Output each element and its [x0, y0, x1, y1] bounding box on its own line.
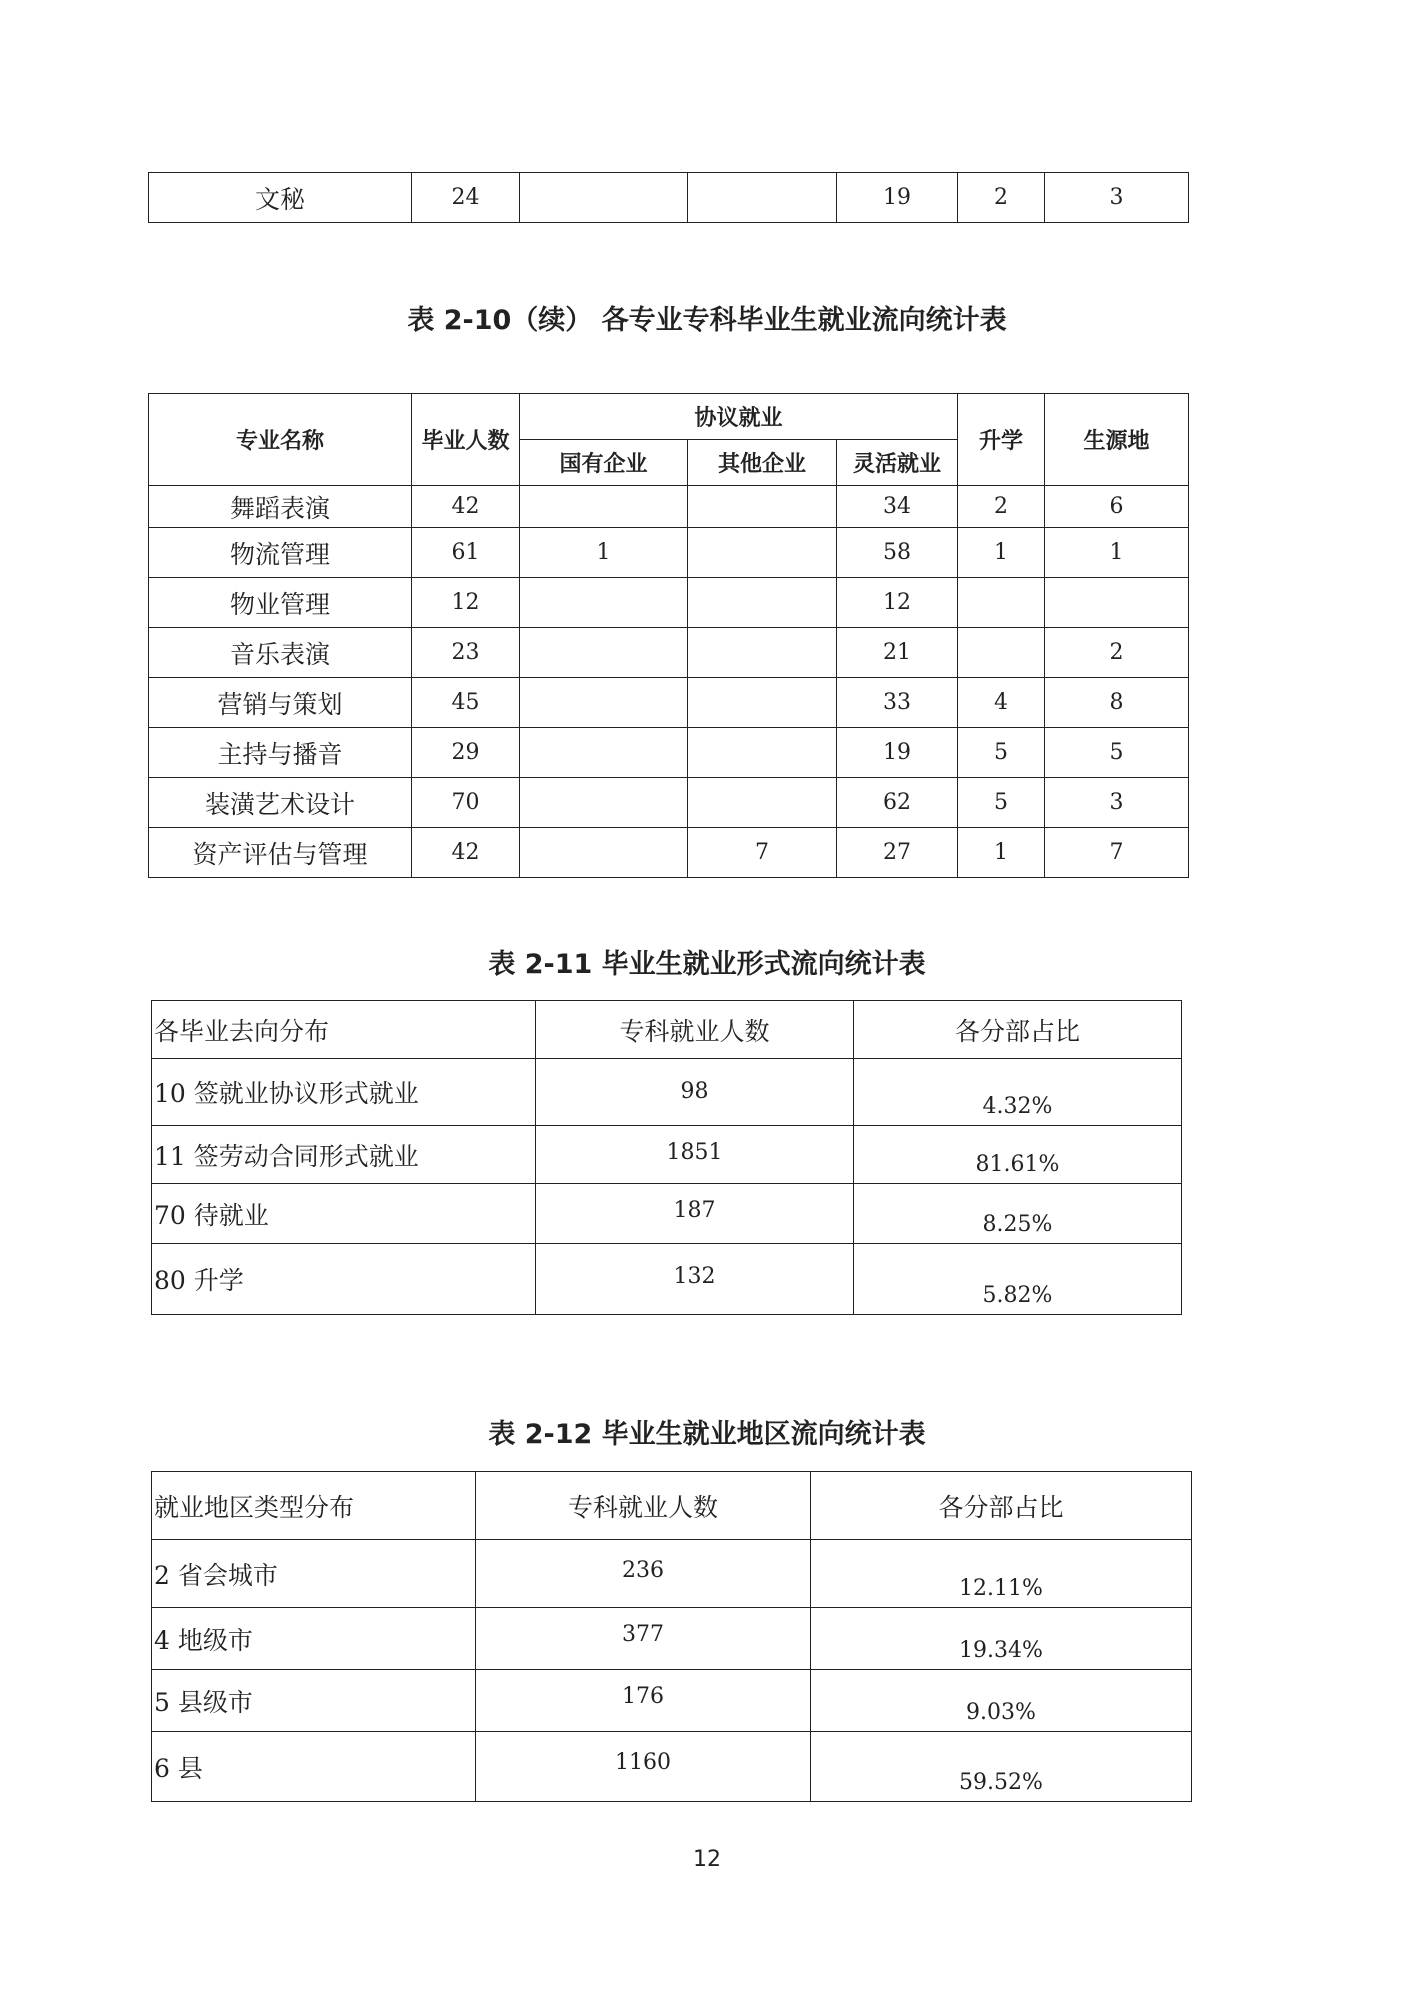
table-row [152, 1244, 1182, 1315]
table-row [152, 1126, 1182, 1184]
header-destination: 各毕业去向分布 [152, 1001, 536, 1059]
table-row [149, 678, 1189, 728]
share-cell: 8.25% [854, 1184, 1182, 1244]
destination-cell: 80 升学 [152, 1244, 536, 1315]
major-name-cell: 舞蹈表演 [149, 486, 412, 528]
share-cell: 9.03% [811, 1670, 1192, 1732]
region-cell: 4 地级市 [152, 1608, 476, 1670]
header-count: 专科就业人数 [476, 1472, 811, 1540]
share-cell: 19.34% [811, 1608, 1192, 1670]
major-name-cell: 主持与播音 [149, 728, 412, 778]
flexible-cell: 27 [837, 828, 958, 878]
header-agreement: 协议就业 [520, 394, 958, 440]
soe-cell [520, 728, 688, 778]
major-name-cell: 文秘 [149, 173, 412, 223]
major-name-cell: 装潢艺术设计 [149, 778, 412, 828]
flexible-cell: 19 [837, 173, 958, 223]
further-study-cell: 1 [958, 528, 1045, 578]
other-enterprise-cell [688, 486, 837, 528]
table-row [152, 1059, 1182, 1126]
table-row [152, 1732, 1192, 1802]
table-row [149, 578, 1189, 628]
share-cell: 12.11% [811, 1540, 1192, 1608]
page-number: 12 [693, 1847, 721, 1872]
header-flexible: 灵活就业 [837, 440, 958, 486]
count-cell: 176 [476, 1670, 811, 1732]
origin-cell: 1 [1045, 528, 1189, 578]
soe-cell [520, 628, 688, 678]
further-study-cell: 4 [958, 678, 1045, 728]
region-cell: 6 县 [152, 1732, 476, 1802]
further-study-cell: 2 [958, 173, 1045, 223]
table-row [149, 728, 1189, 778]
table-row [152, 1608, 1192, 1670]
flexible-cell: 12 [837, 578, 958, 628]
region-cell: 2 省会城市 [152, 1540, 476, 1608]
count-cell: 187 [536, 1184, 854, 1244]
graduates-cell: 12 [412, 578, 520, 628]
flexible-cell: 19 [837, 728, 958, 778]
other-enterprise-cell [688, 528, 837, 578]
table-row [149, 628, 1189, 678]
origin-cell: 3 [1045, 778, 1189, 828]
flexible-cell: 21 [837, 628, 958, 678]
graduates-cell: 23 [412, 628, 520, 678]
other-enterprise-cell [688, 678, 837, 728]
further-study-cell: 2 [958, 486, 1045, 528]
header-graduates: 毕业人数 [412, 394, 520, 486]
flexible-cell: 58 [837, 528, 958, 578]
soe-cell [520, 486, 688, 528]
origin-cell: 6 [1045, 486, 1189, 528]
flexible-cell: 62 [837, 778, 958, 828]
origin-cell: 2 [1045, 628, 1189, 678]
origin-cell: 7 [1045, 828, 1189, 878]
count-cell: 1851 [536, 1126, 854, 1184]
share-cell: 81.61% [854, 1126, 1182, 1184]
graduates-cell: 70 [412, 778, 520, 828]
header-row [152, 1472, 1192, 1540]
table-body [149, 486, 1189, 878]
other-enterprise-cell [688, 778, 837, 828]
origin-cell: 5 [1045, 728, 1189, 778]
graduates-cell: 42 [412, 828, 520, 878]
soe-cell [520, 173, 688, 223]
table-row [152, 1540, 1192, 1608]
table-row [152, 1670, 1192, 1732]
other-enterprise-cell: 7 [688, 828, 837, 878]
other-enterprise-cell [688, 728, 837, 778]
header-share: 各分部占比 [811, 1472, 1192, 1540]
share-cell: 5.82% [854, 1244, 1182, 1315]
origin-cell: 3 [1045, 173, 1189, 223]
continuation-table [148, 172, 1189, 223]
further-study-cell [958, 628, 1045, 678]
header-count: 专科就业人数 [536, 1001, 854, 1059]
count-cell: 377 [476, 1608, 811, 1670]
header-row [152, 1001, 1182, 1059]
header-major: 专业名称 [149, 394, 412, 486]
soe-cell [520, 828, 688, 878]
header-share: 各分部占比 [854, 1001, 1182, 1059]
soe-cell: 1 [520, 528, 688, 578]
major-name-cell: 音乐表演 [149, 628, 412, 678]
soe-cell [520, 778, 688, 828]
count-cell: 132 [536, 1244, 854, 1315]
count-cell: 98 [536, 1059, 854, 1126]
further-study-cell: 5 [958, 778, 1045, 828]
header-origin: 生源地 [1045, 394, 1189, 486]
header-row [149, 394, 1189, 440]
table-2-11-title: 表 2-11 毕业生就业形式流向统计表 [488, 949, 926, 980]
origin-cell [1045, 578, 1189, 628]
table-row [149, 778, 1189, 828]
employment-region-table [151, 1471, 1192, 1802]
graduates-cell: 24 [412, 173, 520, 223]
other-enterprise-cell [688, 173, 837, 223]
share-cell: 4.32% [854, 1059, 1182, 1126]
soe-cell [520, 678, 688, 728]
table-row [149, 828, 1189, 878]
graduates-cell: 42 [412, 486, 520, 528]
count-cell: 236 [476, 1540, 811, 1608]
origin-cell: 8 [1045, 678, 1189, 728]
major-name-cell: 营销与策划 [149, 678, 412, 728]
major-name-cell: 物流管理 [149, 528, 412, 578]
further-study-cell [958, 578, 1045, 628]
table-2-10-title: 表 2-10（续） 各专业专科毕业生就业流向统计表 [407, 305, 1007, 336]
other-enterprise-cell [688, 628, 837, 678]
table-row [149, 173, 1189, 223]
share-cell: 59.52% [811, 1732, 1192, 1802]
table-row [149, 486, 1189, 528]
graduates-cell: 29 [412, 728, 520, 778]
destination-cell: 11 签劳动合同形式就业 [152, 1126, 536, 1184]
destination-cell: 10 签就业协议形式就业 [152, 1059, 536, 1126]
header-further-study: 升学 [958, 394, 1045, 486]
major-name-cell: 资产评估与管理 [149, 828, 412, 878]
major-employment-table [148, 393, 1189, 878]
soe-cell [520, 578, 688, 628]
employment-form-table [151, 1000, 1182, 1315]
region-cell: 5 县级市 [152, 1670, 476, 1732]
table-row [149, 528, 1189, 578]
header-region: 就业地区类型分布 [152, 1472, 476, 1540]
table-row [152, 1184, 1182, 1244]
destination-cell: 70 待就业 [152, 1184, 536, 1244]
major-name-cell: 物业管理 [149, 578, 412, 628]
graduates-cell: 61 [412, 528, 520, 578]
further-study-cell: 1 [958, 828, 1045, 878]
header-soe: 国有企业 [520, 440, 688, 486]
graduates-cell: 45 [412, 678, 520, 728]
flexible-cell: 33 [837, 678, 958, 728]
other-enterprise-cell [688, 578, 837, 628]
header-other-enterprise: 其他企业 [688, 440, 837, 486]
flexible-cell: 34 [837, 486, 958, 528]
count-cell: 1160 [476, 1732, 811, 1802]
further-study-cell: 5 [958, 728, 1045, 778]
table-2-12-title: 表 2-12 毕业生就业地区流向统计表 [488, 1419, 926, 1450]
